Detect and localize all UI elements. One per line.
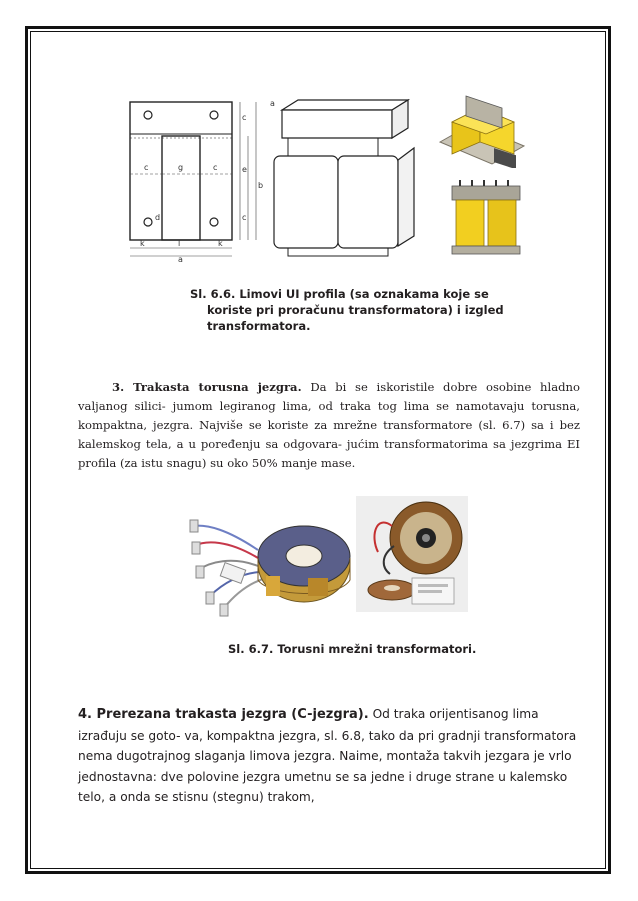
dim-k-right: k xyxy=(218,239,223,248)
dim-a: a xyxy=(178,255,183,262)
caption-line-3: transformatora. xyxy=(207,319,311,333)
dim-g: g xyxy=(178,163,184,172)
transformer-photo-top xyxy=(432,88,528,168)
caption-line-2: koriste pri proračunu transformatora) i izgled xyxy=(207,303,504,317)
toroidal-transformer-photo-right xyxy=(356,496,468,612)
section-3-paragraph xyxy=(78,378,580,473)
dim-c-left: c xyxy=(144,163,149,172)
section-4-text: Od traka orijentisanog lima izrađuju se goto- va, kompaktna jezgra, sl. 6.8, tako da pri gradnji transformatora nema dugotrajnog slaganja limova jezgra. Naime, montaža takvih jezgara je vrlo jednostavna: dve polovine jezgra umetnu se sa jedne i druge strane u kalemsko telo, a onda se stisnu (stegnu) trakom, xyxy=(78,707,577,804)
section-3-heading: 3. Trakasta torusna jezgra. xyxy=(112,380,302,394)
ui-lamination-drawing xyxy=(118,96,268,262)
section-4-heading: 4. Prerezana trakasta jezgra (C-jezgra). xyxy=(78,707,369,722)
figure-6-7-caption: Sl. 6.7. Torusni mrežni transformatori. xyxy=(228,642,477,656)
dim-l: l xyxy=(178,239,181,248)
dim-c-right: c xyxy=(213,163,218,172)
sketch-label-a: a xyxy=(270,99,275,108)
toroidal-transformer-photo-left xyxy=(188,500,352,618)
caption-line-1: Sl. 6.6. Limovi UI profila (sa oznakama koje se xyxy=(190,287,489,301)
transformer-core-sketch xyxy=(268,96,424,262)
section-4-paragraph xyxy=(78,704,588,808)
dim-b: b xyxy=(258,181,264,190)
dim-c-bottom: c xyxy=(242,213,247,222)
transformer-photo-bottom xyxy=(446,176,526,258)
dim-d: d xyxy=(155,213,161,222)
figure-6-6-caption xyxy=(190,286,504,334)
section-3-text: Da bi se iskoristile dobre osobine hladno valjanog silici- jumom legiranog lima, od traka tog lima se namotavaju torusna, kompaktna, jezgra. Najviše se koriste za mrežne transformatore (sl. 6.7) sa i bez kalemskog tela, a u poređenju sa odgovara- jućim transformatorima sa jezgrima EI profila (za istu snagu) su oko 50% manje mase. xyxy=(78,380,580,470)
dim-e: e xyxy=(242,165,247,174)
dim-c-top: c xyxy=(242,113,247,122)
dim-k-left: k xyxy=(140,239,145,248)
